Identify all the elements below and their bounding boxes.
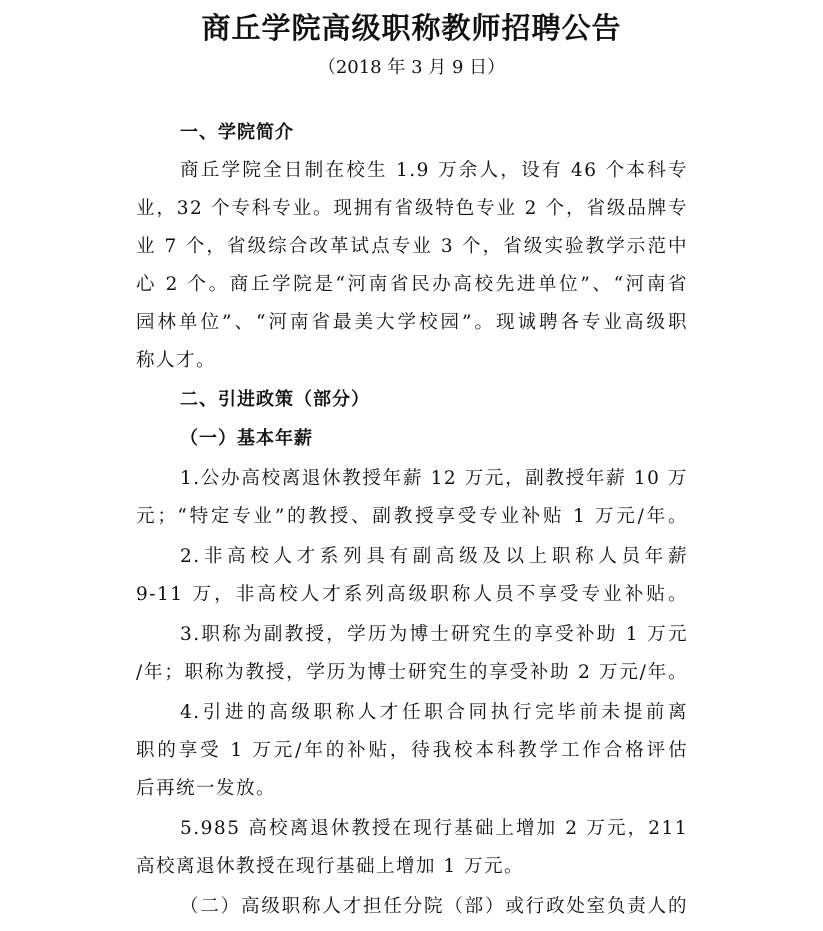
list-item-line: 元；“特定专业”的教授、副教授享受专业补贴 1 万元/年。 (136, 506, 688, 527)
subsection-heading-base-salary: （一）基本年薪 (180, 428, 313, 449)
paragraph-line: 称人才。 (136, 350, 217, 371)
paragraph-line: 业 7 个，省级综合改革试点专业 3 个，省级实验教学示范中 (136, 236, 688, 257)
list-item-line: 职的享受 1 万元/年的补贴，待我校本科教学工作合格评估 (136, 740, 688, 761)
list-item-line: 9-11 万，非高校人才系列高级职称人员不享受专业补贴。 (136, 584, 688, 605)
document-date: （2018 年 3 月 9 日） (317, 57, 506, 78)
paragraph-line: 商丘学院全日制在校生 1.9 万余人，设有 46 个本科专 (180, 160, 688, 181)
document-title: 商丘学院高级职称教师招聘公告 (201, 11, 622, 45)
list-item-line: 后再统一发放。 (136, 778, 277, 799)
list-item-line: 4.引进的高级职称人才任职合同执行完毕前未提前离 (180, 702, 688, 723)
paragraph-line: 心 2 个。商丘学院是“河南省民办高校先进单位”、“河南省 (136, 274, 688, 295)
list-item-line: 1.公办高校离退休教授年薪 12 万元，副教授年薪 10 万 (180, 468, 688, 489)
list-item-line: 高校离退休教授在现行基础上增加 1 万元。 (136, 856, 525, 877)
paragraph-line: 园林单位”、“河南省最美大学校园”。现诚聘各专业高级职 (136, 312, 688, 333)
list-item-line: 2.非高校人才系列具有副高级及以上职称人员年薪 (180, 546, 688, 567)
list-item-line: 3.职称为副教授，学历为博士研究生的享受补助 1 万元 (180, 624, 688, 645)
paragraph-line: 业，32 个专科专业。现拥有省级特色专业 2 个，省级品牌专 (136, 198, 688, 219)
section-heading-policies: 二、引进政策（部分） (180, 389, 370, 410)
section-heading-college-intro: 一、学院简介 (180, 122, 294, 143)
list-item-line: /年；职称为教授，学历为博士研究生的享受补助 2 万元/年。 (136, 662, 688, 683)
subsection-heading-admin-role: （二）高级职称人才担任分院（部）或行政处室负责人的 (180, 896, 688, 917)
list-item-line: 5.985 高校离退休教授在现行基础上增加 2 万元，211 (180, 818, 688, 839)
